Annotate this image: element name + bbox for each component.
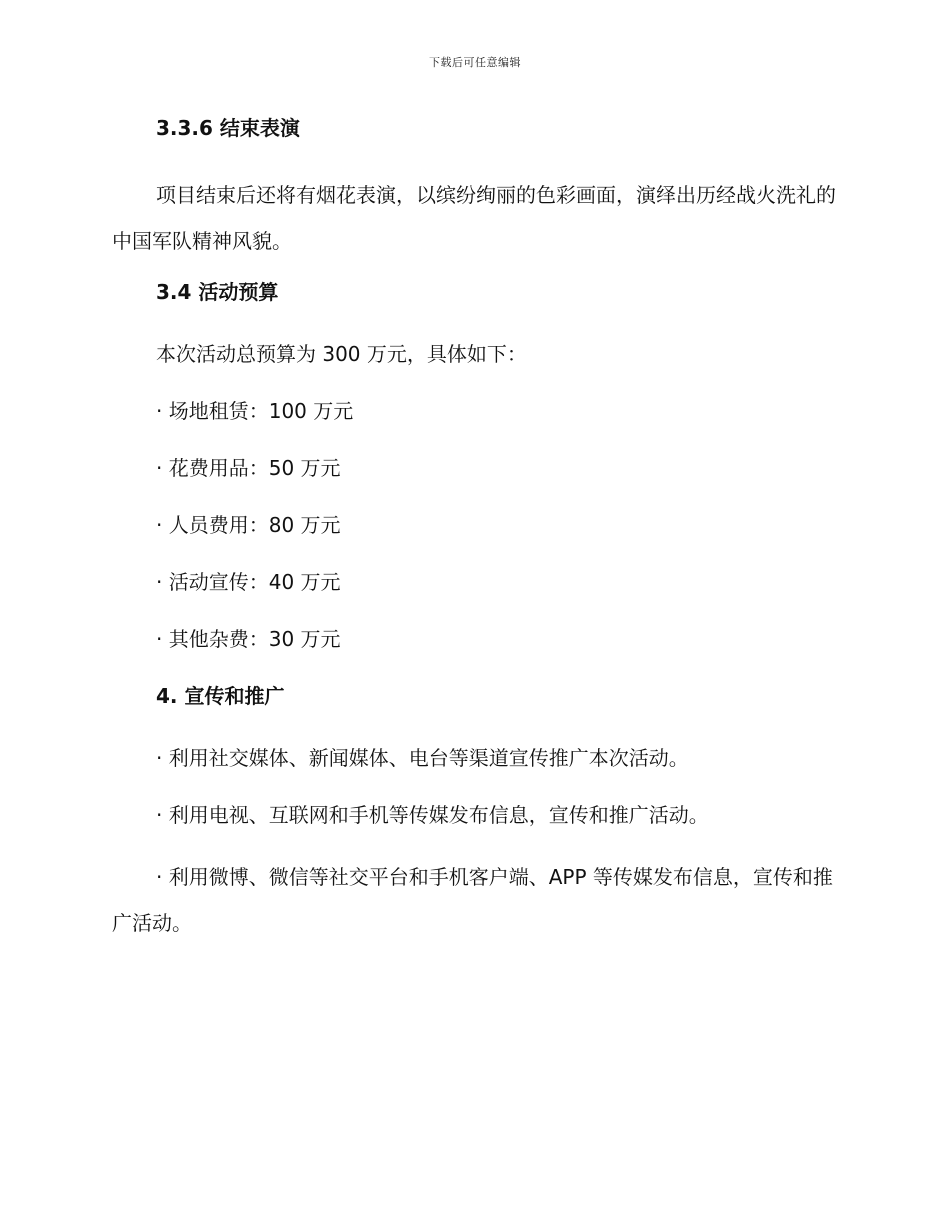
section-heading-3-4: 3.4 活动预算: [156, 280, 279, 304]
promotion-item-social: · 利用微博、微信等社交平台和手机客户端、APP 等传媒发布信息，宣传和推广活动。: [112, 865, 833, 935]
promotion-item-media: · 利用社交媒体、新闻媒体、电台等渠道宣传推广本次活动。: [156, 746, 689, 770]
budget-item-staff: · 人员费用：80 万元: [156, 513, 341, 537]
budget-item-misc: · 其他杂费：30 万元: [156, 627, 341, 651]
promotion-item-tv-internet: · 利用电视、互联网和手机等传媒发布信息，宣传和推广活动。: [156, 803, 709, 827]
page-header: 下载后可任意编辑: [429, 56, 521, 69]
budget-item-promotion: · 活动宣传：40 万元: [156, 570, 341, 594]
budget-item-supplies: · 花费用品：50 万元: [156, 456, 341, 480]
budget-intro: 本次活动总预算为 300 万元，具体如下：: [156, 342, 527, 366]
budget-item-venue: · 场地租赁：100 万元: [156, 399, 354, 423]
document-body: [112, 110, 836, 956]
section-paragraph-3-3-6: 项目结束后还将有烟花表演，以缤纷绚丽的色彩画面，演绎出历经战火洗礼的中国军队精神风貌。: [112, 183, 836, 253]
section-heading-3-3-6: 3.3.6 结束表演: [156, 116, 300, 140]
section-heading-4: 4. 宣传和推广: [156, 684, 285, 708]
